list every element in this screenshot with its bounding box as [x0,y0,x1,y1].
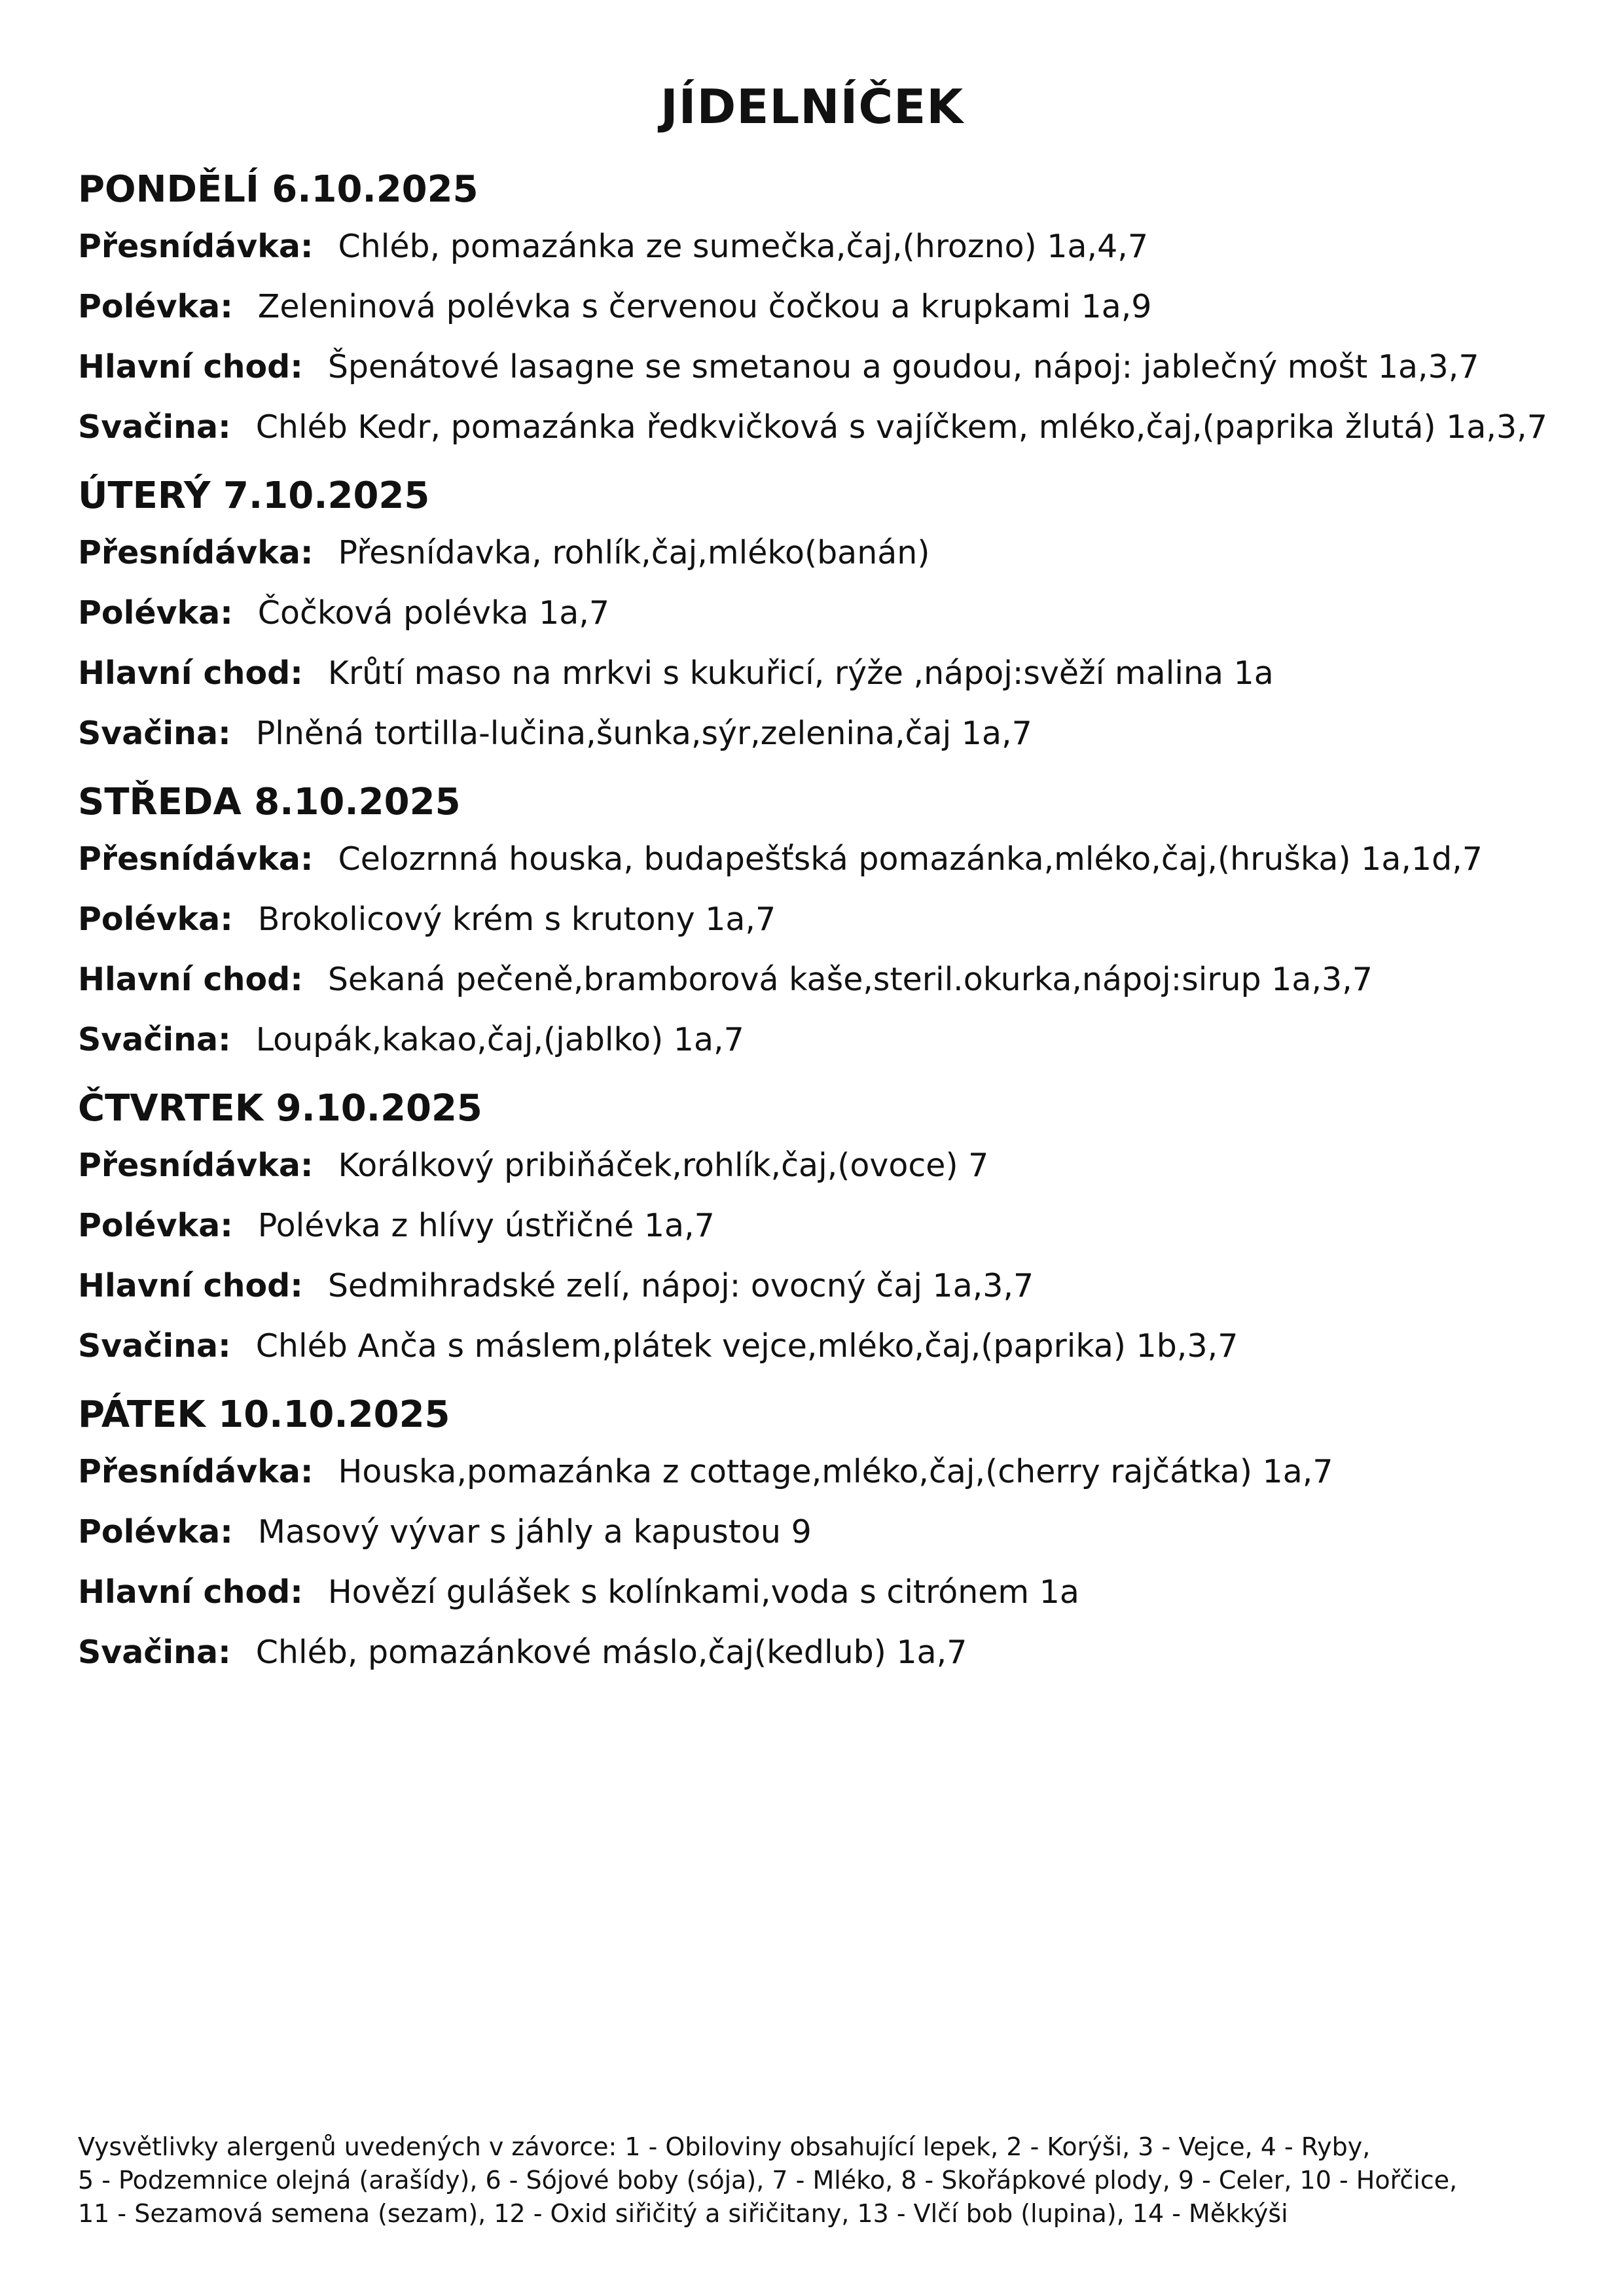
meal-text: Celozrnná houska, budapešťská pomazánka,mléko,čaj,(hruška) 1a,1d,7 [338,840,1483,878]
meal-label: Hlavní chod: [78,655,303,692]
meal-text: Plněná tortilla-lučina,šunka,sýr,zelenina,čaj 1a,7 [255,715,1032,752]
meal-label: Hlavní chod: [78,348,303,386]
meal-label: Hlavní chod: [78,1573,303,1611]
meal-row [78,1632,1557,1674]
meal-label: Přesnídávka: [78,228,314,265]
meal-text: Chléb Kedr, pomazánka ředkvičková s vajíčkem, mléko,čaj,(paprika žlutá) 1a,3,7 [255,408,1547,446]
meal-text: Zeleninová polévka s červenou čočkou a krupkami 1a,9 [257,288,1152,325]
meal-text: Loupák,kakao,čaj,(jablko) 1a,7 [255,1021,744,1058]
meal-text: Houska,pomazánka z cottage,mléko,čaj,(cherry rajčátka) 1a,7 [338,1453,1333,1490]
meal-text: Krůtí maso na mrkvi s kukuřicí, rýže ,nápoj:svěží malina 1a [327,655,1274,692]
meal-text: Chléb, pomazánkové máslo,čaj(kedlub) 1a,7 [255,1634,967,1671]
meal-row [78,1265,1557,1307]
meal-row [78,1019,1557,1061]
meal-text: Špenátové lasagne se smetanou a goudou, nápoj: jablečný mošt 1a,3,7 [327,348,1479,386]
meal-text: Chléb, pomazánka ze sumečka,čaj,(hrozno) 1a,4,7 [338,228,1149,265]
meal-label: Přesnídávka: [78,1147,314,1184]
meal-label: Hlavní chod: [78,1267,303,1304]
meal-label: Přesnídávka: [78,1453,314,1490]
meal-label: Přesnídávka: [78,534,314,571]
page-title: JÍDELNÍČEK [660,79,964,134]
meal-row [78,1205,1557,1247]
meal-text: Hovězí gulášek s kolínkami,voda s citrónem 1a [327,1573,1079,1611]
meal-label: Svačina: [78,1021,231,1058]
meal-row [78,1451,1557,1493]
day-section [78,780,1557,1061]
meal-row [78,592,1557,634]
meal-text: Sekaná pečeně,bramborová kaše,steril.okurka,nápoj:sirup 1a,3,7 [327,961,1373,998]
meal-text: Masový vývar s jáhly a kapustou 9 [257,1513,812,1551]
meal-label: Polévka: [78,901,233,938]
day-section [78,1086,1557,1367]
day-section [78,167,1557,448]
meal-row [78,1145,1557,1187]
meal-label: Polévka: [78,288,233,325]
meal-row [78,653,1557,694]
meal-label: Svačina: [78,1634,231,1671]
meal-label: Hlavní chod: [78,961,303,998]
meal-row [78,838,1557,880]
legend-line: 11 - Sezamová semena (sezam), 12 - Oxid siřičitý a siřičitany, 13 - Vlčí bob (lupina), 14 - Měkkýši [78,2199,1288,2228]
meal-row [78,899,1557,941]
meal-row [78,713,1557,755]
day-heading: STŘEDA 8.10.2025 [78,781,461,823]
day-heading: PONDĚLÍ 6.10.2025 [78,168,478,211]
meal-label: Polévka: [78,1207,233,1244]
meal-row [78,1571,1557,1613]
meal-row [78,1511,1557,1553]
legend-line: Vysvětlivky alergenů uvedených v závorce: 1 - Obiloviny obsahující lepek, 2 - Korýši, 3 - Vejce, 4 - Ryby, [78,2132,1371,2161]
meal-row [78,286,1557,328]
meal-row [78,1325,1557,1367]
meal-label: Svačina: [78,1327,231,1365]
allergen-legend [78,2130,1557,2231]
meal-text: Chléb Anča s máslem,plátek vejce,mléko,čaj,(paprika) 1b,3,7 [255,1327,1238,1365]
meal-text: Čočková polévka 1a,7 [257,594,610,632]
day-heading: ÚTERÝ 7.10.2025 [78,475,430,517]
meal-label: Svačina: [78,408,231,446]
meal-label: Polévka: [78,594,233,632]
meal-text: Sedmihradské zelí, nápoj: ovocný čaj 1a,3,7 [327,1267,1034,1304]
meal-text: Přesnídavka, rohlík,čaj,mléko(banán) [338,534,930,571]
meal-text: Korálkový pribiňáček,rohlík,čaj,(ovoce) 7 [338,1147,989,1184]
legend-line: 5 - Podzemnice olejná (arašídy), 6 - Sójové boby (sója), 7 - Mléko, 8 - Skořápkové plody, 9 - Celer, 10 - Hořčice, [78,2166,1458,2195]
meal-label: Polévka: [78,1513,233,1551]
day-heading: ČTVRTEK 9.10.2025 [78,1087,482,1130]
meal-row [78,406,1557,448]
meal-row [78,959,1557,1001]
day-section [78,1392,1557,1674]
meal-row [78,532,1557,574]
weekly-menu [78,167,1557,1698]
meal-label: Svačina: [78,715,231,752]
meal-row [78,346,1557,388]
meal-label: Přesnídávka: [78,840,314,878]
meal-row [78,226,1557,268]
meal-text: Brokolicový krém s krutony 1a,7 [257,901,776,938]
day-heading: PÁTEK 10.10.2025 [78,1393,450,1436]
meal-text: Polévka z hlívy ústřičné 1a,7 [257,1207,715,1244]
day-section [78,473,1557,755]
